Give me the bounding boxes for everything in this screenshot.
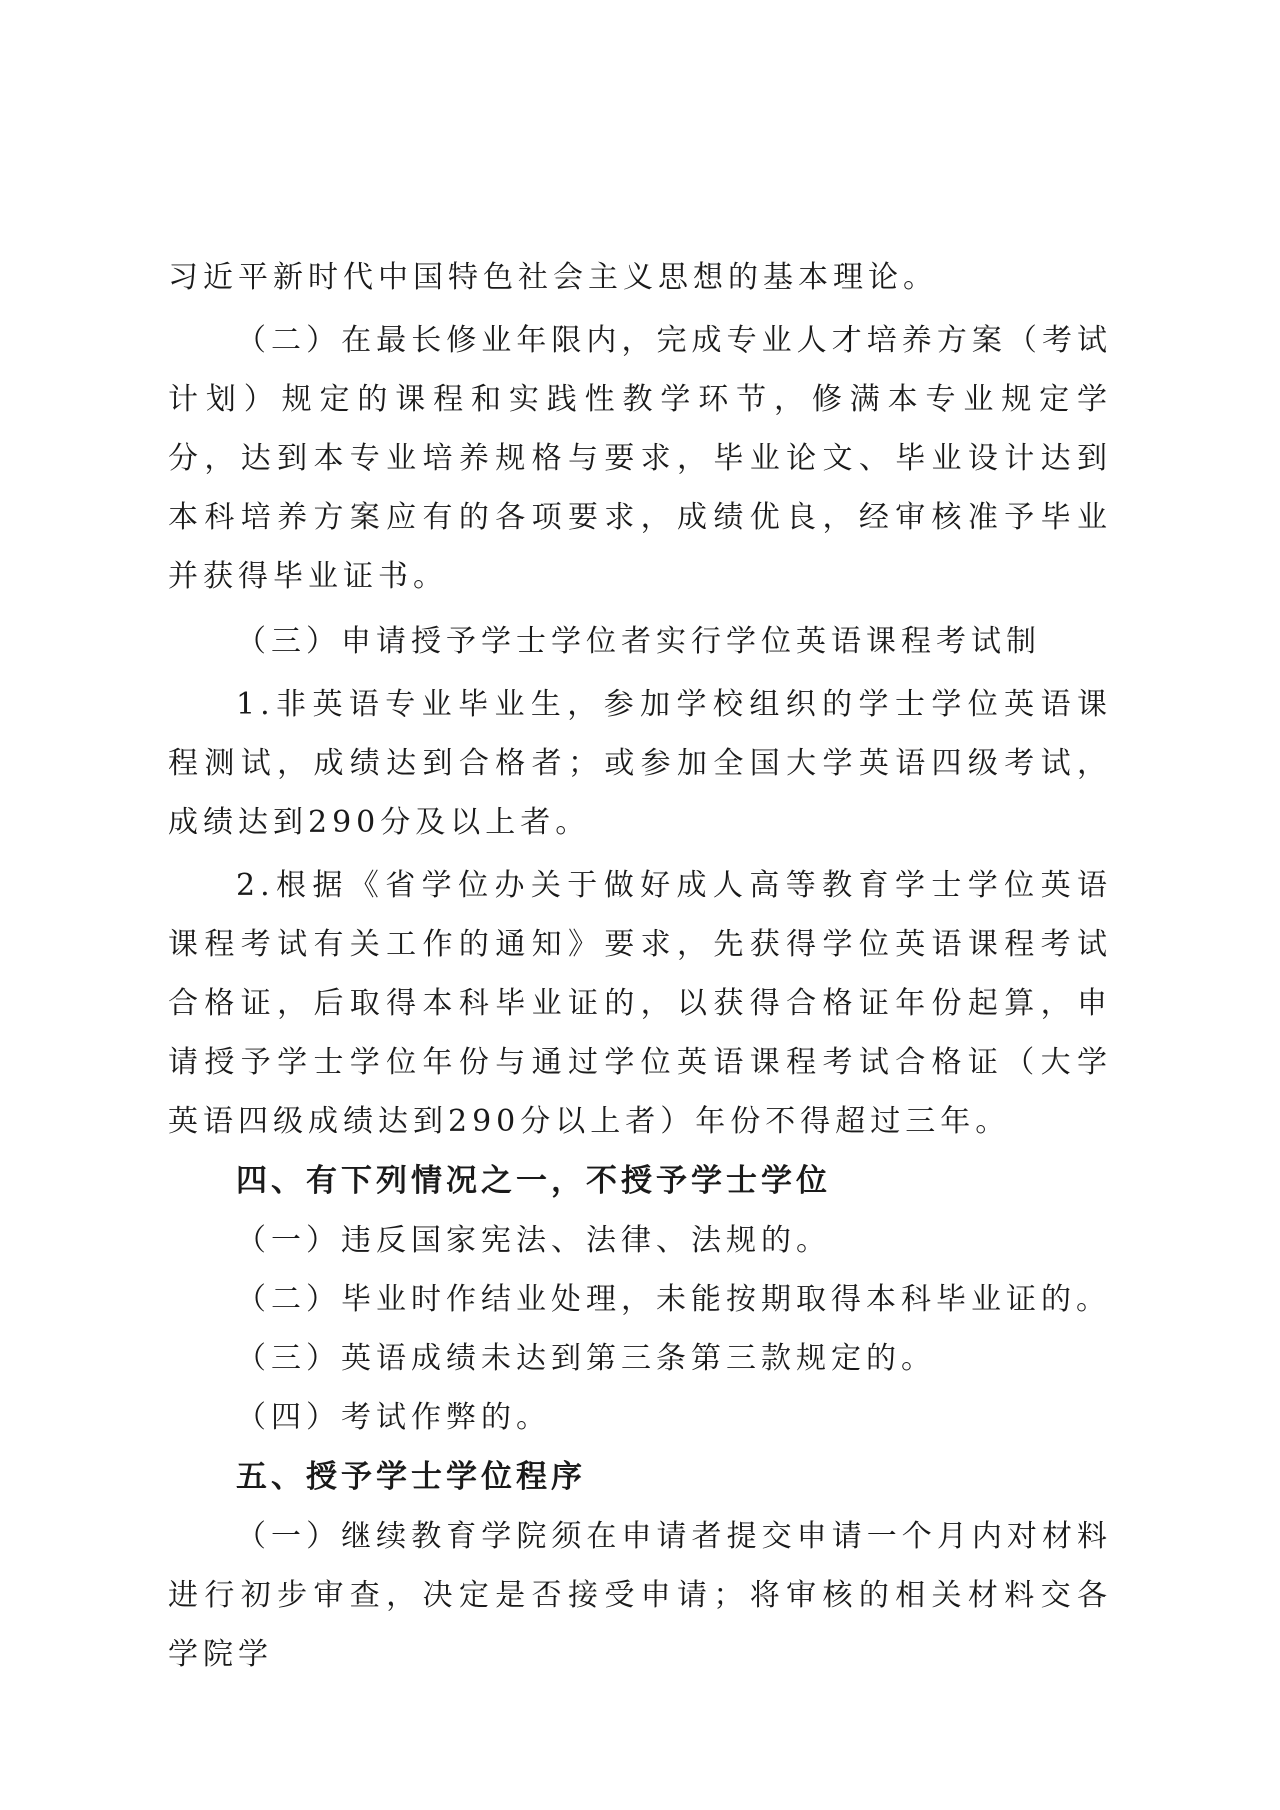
list-item: （一）违反国家宪法、法律、法规的。 [236,1223,831,1258]
paragraph-procedure-1: （一）继续教育学院须在申请者提交申请一个月内对材料进行初步审查，决定是否接受申请；将审核的相关材料交各学院学 [168,1519,1112,1672]
paragraph-requirement-3: （三）申请授予学士学位者实行学位英语课程考试制 [236,624,1041,659]
section-heading-4: 四、有下列情况之一，不授予学士学位 [236,1163,831,1199]
paragraph-english-rule-1: 1.非英语专业毕业生，参加学校组织的学士学位英语课程测试，成绩达到合格者；或参加全国大学英语四级考试，成绩达到290分及以上者。 [168,687,1112,840]
paragraph-continuation: 习近平新时代中国特色社会主义思想的基本理论。 [168,260,938,295]
list-item: （二）毕业时作结业处理，未能按期取得本科毕业证的。 [236,1282,1111,1317]
document-body [168,248,1112,1684]
paragraph-requirement-2: （二）在最长修业年限内，完成专业人才培养方案（考试计划）规定的课程和实践性教学环节，修满本专业规定学分，达到本专业培养规格与要求，毕业论文、毕业设计达到本科培养方案应有的各项要求，成绩优良，经审核准予毕业并获得毕业证书。 [168,323,1112,594]
paragraph-english-rule-2: 2.根据《省学位办关于做好成人高等教育学士学位英语课程考试有关工作的通知》要求，先获得学位英语课程考试合格证，后取得本科毕业证的，以获得合格证年份起算，申请授予学士学位年份与通过学位英语课程考试合格证（大学英语四级成绩达到290分以上者）年份不得超过三年。 [168,868,1112,1139]
list-item: （三）英语成绩未达到第三条第三款规定的。 [236,1341,936,1376]
section-heading-5: 五、授予学士学位程序 [236,1459,586,1495]
list-item: （四）考试作弊的。 [236,1400,551,1435]
